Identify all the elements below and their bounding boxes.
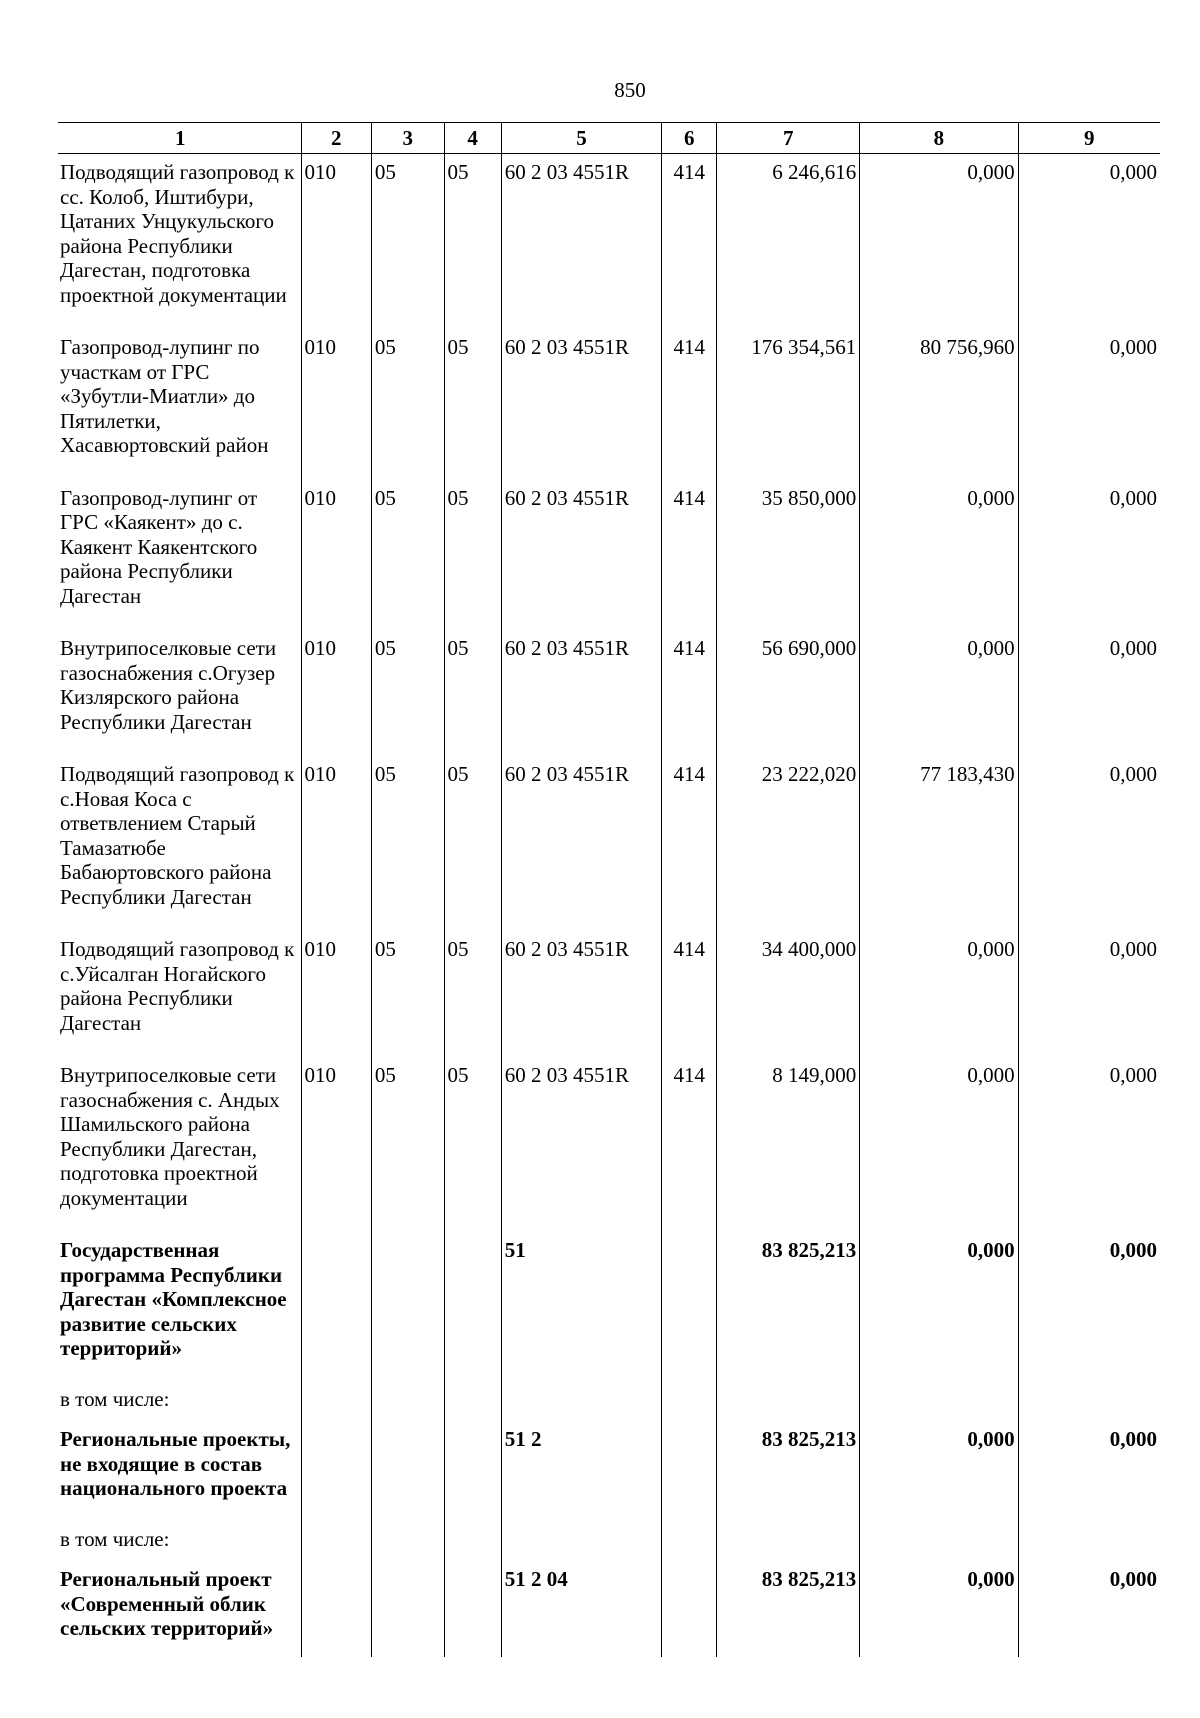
cell-subsection: 05 bbox=[444, 329, 501, 480]
cell-amount-col7: 23 222,020 bbox=[717, 756, 860, 931]
table-row bbox=[58, 1561, 1160, 1657]
cell-section: 05 bbox=[371, 480, 444, 631]
cell-amount-col9: 0,000 bbox=[1018, 1057, 1160, 1232]
cell-amount-col8: 80 756,960 bbox=[860, 329, 1018, 480]
column-header: 4 bbox=[444, 123, 501, 154]
cell-amount-col8: 0,000 bbox=[860, 1561, 1018, 1657]
cell-subsection: 05 bbox=[444, 154, 501, 330]
cell-amount-col7: 56 690,000 bbox=[717, 630, 860, 756]
cell-section: 05 bbox=[371, 931, 444, 1057]
column-header: 9 bbox=[1018, 123, 1160, 154]
cell-amount-col9: 0,000 bbox=[1018, 154, 1160, 330]
cell-expense-type: 414 bbox=[662, 1057, 717, 1232]
cell-amount-col7: 83 825,213 bbox=[717, 1561, 860, 1657]
cell-amount-col9: 0,000 bbox=[1018, 329, 1160, 480]
cell-amount-col9 bbox=[1018, 1523, 1160, 1562]
cell-admin-code: 010 bbox=[301, 480, 371, 631]
cell-target-article: 60 2 03 4551R bbox=[501, 931, 662, 1057]
table-row bbox=[58, 1232, 1160, 1383]
table-row bbox=[58, 756, 1160, 931]
cell-expense-type: 414 bbox=[662, 329, 717, 480]
cell-admin-code: 010 bbox=[301, 931, 371, 1057]
cell-amount-col7: 83 825,213 bbox=[717, 1232, 860, 1383]
cell-name: в том числе: bbox=[60, 1386, 170, 1411]
column-header: 6 bbox=[662, 123, 717, 154]
table-body bbox=[58, 154, 1160, 1658]
cell-amount-col7 bbox=[717, 1523, 860, 1562]
cell-amount-col8: 0,000 bbox=[860, 1057, 1018, 1232]
cell-amount-col7: 6 246,616 bbox=[717, 154, 860, 330]
cell-amount-col9: 0,000 bbox=[1018, 756, 1160, 931]
column-header: 2 bbox=[301, 123, 371, 154]
cell-section bbox=[371, 1561, 444, 1657]
cell-admin-code: 010 bbox=[301, 1057, 371, 1232]
cell-name: Подводящий газопровод к с.Новая Коса с ответвлением Старый Тамазатюбе Бабаюртовского района Республики Дагестан bbox=[60, 762, 295, 909]
cell-admin-code bbox=[301, 1523, 371, 1562]
cell-section: 05 bbox=[371, 329, 444, 480]
cell-target-article: 60 2 03 4551R bbox=[501, 630, 662, 756]
cell-admin-code: 010 bbox=[301, 329, 371, 480]
cell-admin-code bbox=[301, 1232, 371, 1383]
table-row bbox=[58, 630, 1160, 756]
cell-admin-code bbox=[301, 1421, 371, 1523]
cell-expense-type: 414 bbox=[662, 931, 717, 1057]
cell-section: 05 bbox=[371, 154, 444, 330]
column-header: 1 bbox=[58, 123, 301, 154]
table-row bbox=[58, 1421, 1160, 1523]
cell-amount-col7: 8 149,000 bbox=[717, 1057, 860, 1232]
cell-target-article: 60 2 03 4551R bbox=[501, 480, 662, 631]
cell-target-article bbox=[501, 1523, 662, 1562]
cell-amount-col7: 83 825,213 bbox=[717, 1421, 860, 1523]
cell-name: Газопровод-лупинг от ГРС «Каякент» до с. Каякент Каякентского района Республики Дагестан bbox=[60, 485, 258, 608]
cell-subsection bbox=[444, 1383, 501, 1422]
cell-target-article: 60 2 03 4551R bbox=[501, 756, 662, 931]
cell-admin-code bbox=[301, 1561, 371, 1657]
cell-expense-type bbox=[662, 1561, 717, 1657]
cell-expense-type: 414 bbox=[662, 630, 717, 756]
cell-expense-type: 414 bbox=[662, 480, 717, 631]
cell-amount-col8 bbox=[860, 1523, 1018, 1562]
cell-expense-type: 414 bbox=[662, 154, 717, 330]
cell-expense-type bbox=[662, 1232, 717, 1383]
cell-amount-col9: 0,000 bbox=[1018, 1561, 1160, 1657]
cell-expense-type bbox=[662, 1421, 717, 1523]
cell-subsection: 05 bbox=[444, 756, 501, 931]
cell-name: Газопровод-лупинг по участкам от ГРС «Зубутли-Миатли» до Пятилетки, Хасавюртовский район bbox=[60, 335, 269, 457]
cell-amount-col8: 0,000 bbox=[860, 1421, 1018, 1523]
cell-name: Подводящий газопровод к с.Уйсалган Ногайского района Республики Дагестан bbox=[60, 937, 295, 1035]
cell-admin-code: 010 bbox=[301, 154, 371, 330]
cell-name: Внутрипоселковые сети газоснабжения с.Огузер Кизлярского района Республики Дагестан bbox=[60, 636, 277, 734]
cell-subsection bbox=[444, 1421, 501, 1523]
table-subheading-row bbox=[58, 1383, 1160, 1422]
column-header: 7 bbox=[717, 123, 860, 154]
cell-amount-col9: 0,000 bbox=[1018, 1421, 1160, 1523]
cell-amount-col9: 0,000 bbox=[1018, 931, 1160, 1057]
cell-amount-col7: 35 850,000 bbox=[717, 480, 860, 631]
cell-section: 05 bbox=[371, 1057, 444, 1232]
column-header: 5 bbox=[501, 123, 662, 154]
cell-target-article: 51 2 04 bbox=[501, 1561, 662, 1657]
cell-section: 05 bbox=[371, 756, 444, 931]
cell-expense-type: 414 bbox=[662, 756, 717, 931]
cell-section bbox=[371, 1421, 444, 1523]
table-row bbox=[58, 931, 1160, 1057]
cell-amount-col8: 0,000 bbox=[860, 154, 1018, 330]
cell-name: Внутрипоселковые сети газоснабжения с. Андых Шамильского района Республики Дагестан, подготовка проектной документации bbox=[60, 1063, 280, 1210]
cell-subsection: 05 bbox=[444, 480, 501, 631]
cell-subsection bbox=[444, 1232, 501, 1383]
cell-amount-col9 bbox=[1018, 1383, 1160, 1422]
cell-amount-col7: 34 400,000 bbox=[717, 931, 860, 1057]
cell-name: в том числе: bbox=[60, 1526, 170, 1551]
cell-target-article: 60 2 03 4551R bbox=[501, 154, 662, 330]
cell-admin-code: 010 bbox=[301, 630, 371, 756]
cell-subsection: 05 bbox=[444, 630, 501, 756]
cell-amount-col8: 0,000 bbox=[860, 1232, 1018, 1383]
cell-section bbox=[371, 1523, 444, 1562]
cell-name: Государственная программа Республики Дагестан «Комплексное развитие сельских территорий» bbox=[60, 1238, 287, 1360]
cell-amount-col9: 0,000 bbox=[1018, 630, 1160, 756]
cell-amount-col7: 176 354,561 bbox=[717, 329, 860, 480]
page-number: 850 bbox=[614, 78, 646, 102]
cell-expense-type bbox=[662, 1383, 717, 1422]
table-subheading-row bbox=[58, 1523, 1160, 1562]
cell-subsection: 05 bbox=[444, 1057, 501, 1232]
cell-section bbox=[371, 1383, 444, 1422]
cell-target-article: 51 bbox=[501, 1232, 662, 1383]
cell-subsection bbox=[444, 1561, 501, 1657]
table-row bbox=[58, 1057, 1160, 1232]
cell-name: Региональные проекты, не входящие в состав национального проекта bbox=[60, 1427, 291, 1500]
cell-section: 05 bbox=[371, 630, 444, 756]
table-header-row bbox=[58, 123, 1160, 154]
cell-section bbox=[371, 1232, 444, 1383]
cell-amount-col9: 0,000 bbox=[1018, 480, 1160, 631]
table-row bbox=[58, 480, 1160, 631]
cell-amount-col9: 0,000 bbox=[1018, 1232, 1160, 1383]
cell-subsection bbox=[444, 1523, 501, 1562]
cell-amount-col8: 0,000 bbox=[860, 931, 1018, 1057]
cell-amount-col8 bbox=[860, 1383, 1018, 1422]
table-row bbox=[58, 154, 1160, 330]
cell-subsection: 05 bbox=[444, 931, 501, 1057]
cell-admin-code bbox=[301, 1383, 371, 1422]
cell-target-article: 60 2 03 4551R bbox=[501, 329, 662, 480]
budget-table bbox=[58, 122, 1160, 1657]
cell-admin-code: 010 bbox=[301, 756, 371, 931]
column-header: 3 bbox=[371, 123, 444, 154]
cell-amount-col8: 77 183,430 bbox=[860, 756, 1018, 931]
cell-name: Подводящий газопровод к сс. Колоб, Иштибури, Цатаних Унцукульского района Республики Дагестан, подготовка проектной документации bbox=[60, 160, 295, 307]
cell-amount-col8: 0,000 bbox=[860, 630, 1018, 756]
cell-expense-type bbox=[662, 1523, 717, 1562]
cell-target-article bbox=[501, 1383, 662, 1422]
table-row bbox=[58, 329, 1160, 480]
column-header: 8 bbox=[860, 123, 1018, 154]
cell-target-article: 60 2 03 4551R bbox=[501, 1057, 662, 1232]
cell-amount-col8: 0,000 bbox=[860, 480, 1018, 631]
cell-amount-col7 bbox=[717, 1383, 860, 1422]
cell-name: Региональный проект «Современный облик сельских территорий» bbox=[60, 1567, 274, 1640]
cell-target-article: 51 2 bbox=[501, 1421, 662, 1523]
